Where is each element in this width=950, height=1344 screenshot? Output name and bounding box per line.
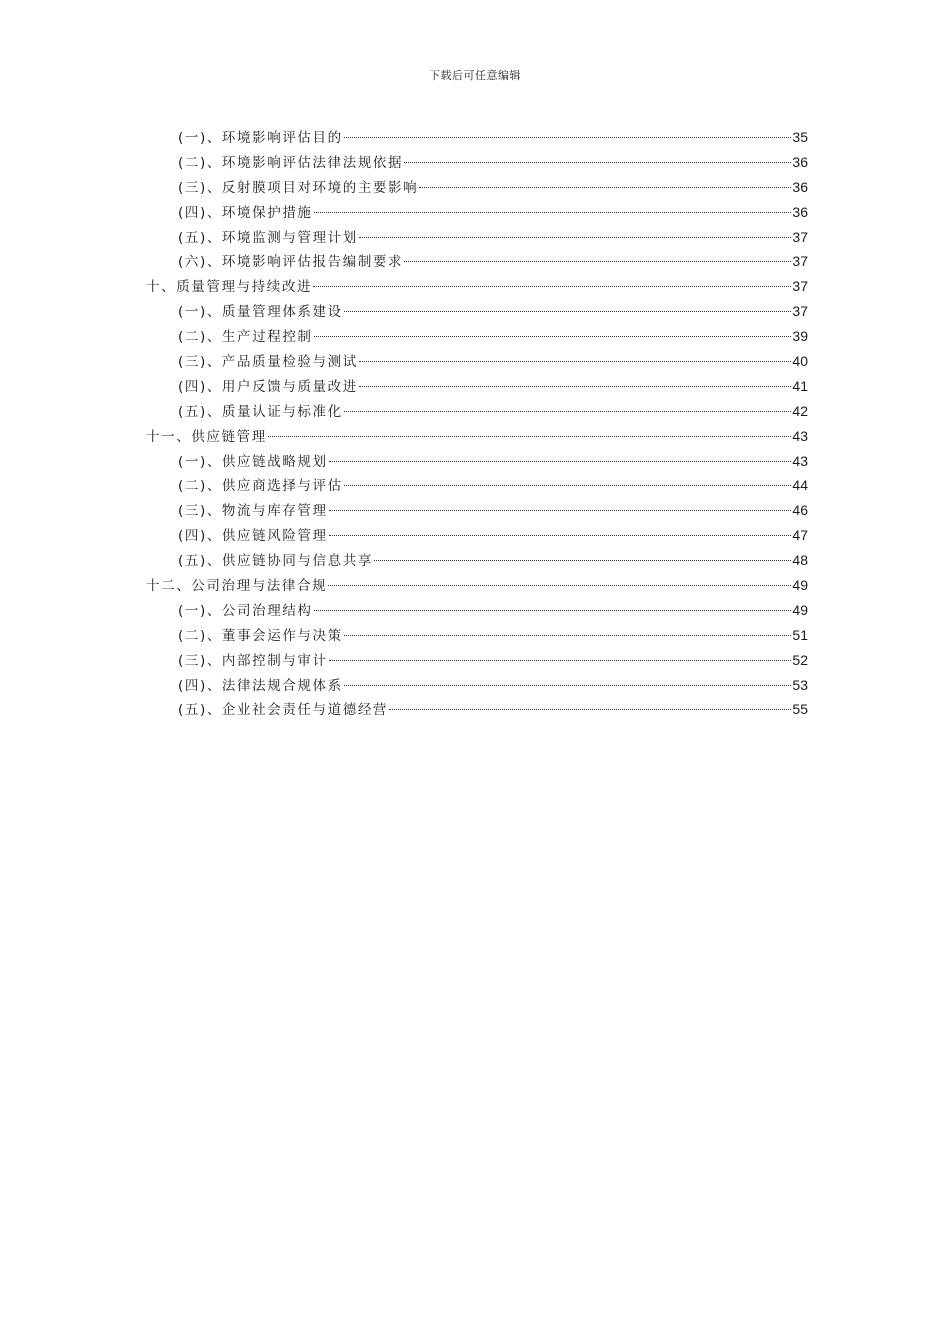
toc-entry-title: (二)、环境影响评估法律法规依据 <box>178 154 404 171</box>
toc-section-entry[interactable] <box>146 249 808 274</box>
toc-dot-leader <box>419 187 791 188</box>
toc-entry-title: (四)、法律法规合规体系 <box>178 677 343 694</box>
toc-entry-title: (一)、质量管理体系建设 <box>178 304 343 321</box>
toc-entry-title: (一)、公司治理结构 <box>178 602 313 619</box>
toc-entry-title: (三)、反射膜项目对环境的主要影响 <box>178 179 419 196</box>
toc-dot-leader <box>313 286 791 287</box>
toc-page-number: 36 <box>792 178 808 195</box>
toc-entry-title: (四)、供应链风险管理 <box>178 528 328 545</box>
toc-page-number: 49 <box>792 601 808 618</box>
toc-page-number: 36 <box>792 153 808 170</box>
toc-entry-title: (三)、物流与库存管理 <box>178 503 328 520</box>
toc-dot-leader <box>329 461 792 462</box>
toc-dot-leader <box>344 485 792 486</box>
toc-entry-title: (四)、用户反馈与质量改进 <box>178 378 358 395</box>
toc-section-entry[interactable] <box>146 548 808 573</box>
toc-dot-leader <box>329 510 792 511</box>
toc-section-entry[interactable] <box>146 125 808 150</box>
toc-section-entry[interactable] <box>146 697 808 722</box>
toc-dot-leader <box>404 162 791 163</box>
toc-page-number: 37 <box>792 278 808 295</box>
toc-chapter-entry[interactable] <box>146 424 808 449</box>
toc-page-number: 35 <box>792 129 808 145</box>
toc-section-entry[interactable] <box>146 623 808 648</box>
toc-chapter-entry[interactable] <box>146 573 808 598</box>
toc-dot-leader <box>328 585 791 586</box>
toc-page-number: 46 <box>792 502 808 519</box>
toc-dot-leader <box>268 436 792 437</box>
toc-entry-title: (五)、质量认证与标准化 <box>178 403 343 420</box>
toc-entry-title: 十一、供应链管理 <box>146 428 267 445</box>
toc-section-entry[interactable] <box>146 598 808 623</box>
toc-entry-title: (二)、供应商选择与评估 <box>178 478 343 495</box>
toc-section-entry[interactable] <box>146 648 808 673</box>
toc-section-entry[interactable] <box>146 673 808 698</box>
toc-page-number: 37 <box>792 228 808 245</box>
table-of-contents <box>146 125 808 722</box>
toc-section-entry[interactable] <box>146 498 808 523</box>
toc-section-entry[interactable] <box>146 225 808 250</box>
toc-page-number: 51 <box>792 626 808 643</box>
toc-section-entry[interactable] <box>146 324 808 349</box>
toc-page-number: 48 <box>792 552 808 569</box>
toc-page-number: 40 <box>792 353 808 370</box>
toc-page-number: 44 <box>792 477 808 494</box>
toc-section-entry[interactable] <box>146 299 808 324</box>
toc-entry-title: (三)、产品质量检验与测试 <box>178 354 358 371</box>
toc-dot-leader <box>314 610 792 611</box>
toc-section-entry[interactable] <box>146 523 808 548</box>
toc-page-number: 49 <box>792 577 808 594</box>
toc-page-number: 37 <box>792 303 808 320</box>
toc-dot-leader <box>404 261 791 262</box>
toc-entry-title: 十、质量管理与持续改进 <box>146 279 313 296</box>
toc-page-number: 53 <box>792 676 808 693</box>
toc-entry-title: (六)、环境影响评估报告编制要求 <box>178 254 404 271</box>
toc-section-entry[interactable] <box>146 150 808 175</box>
page-header: 下载后可任意编辑 <box>429 69 521 82</box>
toc-dot-leader <box>344 311 792 312</box>
toc-entry-title: (五)、供应链协同与信息共享 <box>178 553 373 570</box>
toc-page-number: 43 <box>792 427 808 444</box>
toc-dot-leader <box>359 237 792 238</box>
toc-page-number: 47 <box>792 527 808 544</box>
toc-entry-title: (五)、环境监测与管理计划 <box>178 229 358 246</box>
toc-section-entry[interactable] <box>146 399 808 424</box>
toc-page-number: 55 <box>792 701 808 718</box>
toc-entry-title: 十二、公司治理与法律合规 <box>146 578 328 595</box>
toc-dot-leader <box>344 635 792 636</box>
toc-dot-leader <box>344 137 792 138</box>
toc-section-entry[interactable] <box>146 200 808 225</box>
toc-section-entry[interactable] <box>146 175 808 200</box>
toc-entry-title: (四)、环境保护措施 <box>178 204 313 221</box>
toc-dot-leader <box>359 386 792 387</box>
toc-chapter-entry[interactable] <box>146 274 808 299</box>
toc-dot-leader <box>329 535 792 536</box>
toc-entry-title: (一)、环境影响评估目的 <box>178 130 343 146</box>
toc-section-entry[interactable] <box>146 449 808 474</box>
toc-page-number: 41 <box>792 377 808 394</box>
toc-section-entry[interactable] <box>146 374 808 399</box>
toc-dot-leader <box>359 361 792 362</box>
toc-dot-leader <box>329 660 792 661</box>
toc-entry-title: (五)、企业社会责任与道德经营 <box>178 702 389 719</box>
toc-section-entry[interactable] <box>146 473 808 498</box>
toc-page-number: 36 <box>792 203 808 220</box>
toc-dot-leader <box>314 336 792 337</box>
toc-entry-title: (一)、供应链战略规划 <box>178 453 328 470</box>
toc-entry-title: (二)、董事会运作与决策 <box>178 627 343 644</box>
toc-dot-leader <box>389 709 791 710</box>
toc-dot-leader <box>314 212 792 213</box>
toc-page-number: 43 <box>792 452 808 469</box>
toc-dot-leader <box>344 685 792 686</box>
toc-entry-title: (二)、生产过程控制 <box>178 329 313 346</box>
toc-dot-leader <box>374 560 791 561</box>
toc-entry-title: (三)、内部控制与审计 <box>178 652 328 669</box>
toc-page-number: 39 <box>792 328 808 345</box>
toc-page-number: 52 <box>792 651 808 668</box>
toc-dot-leader <box>344 411 792 412</box>
toc-page-number: 37 <box>792 253 808 270</box>
toc-page-number: 42 <box>792 402 808 419</box>
toc-section-entry[interactable] <box>146 349 808 374</box>
